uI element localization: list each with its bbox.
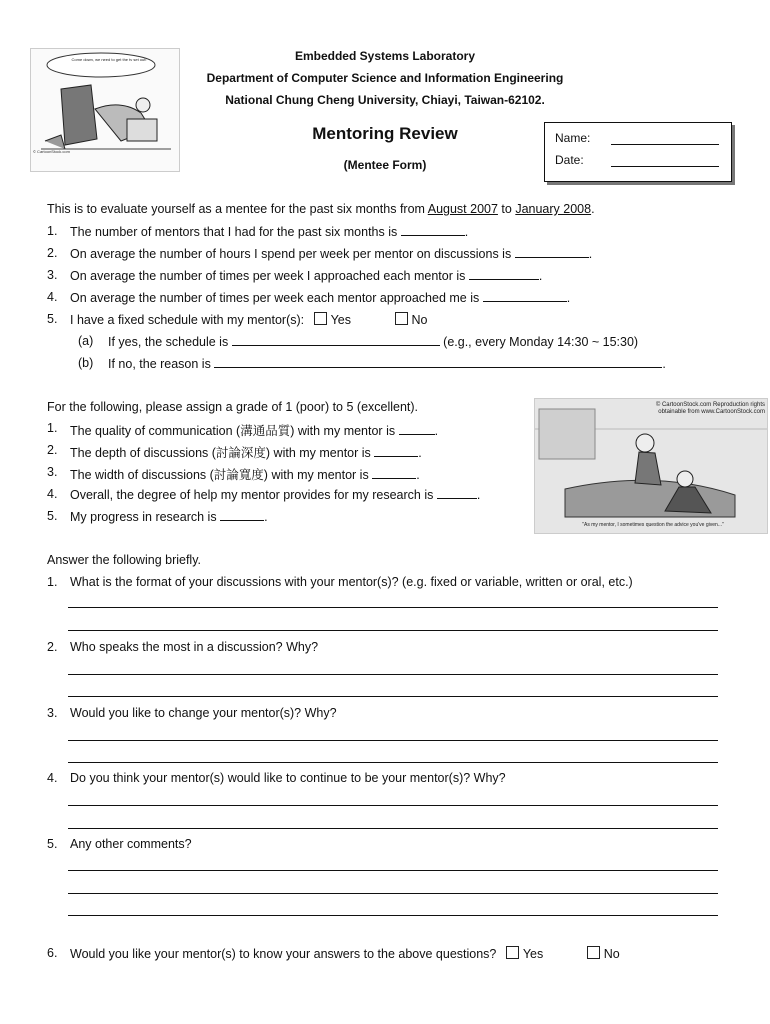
number: 1. [47,224,58,238]
page-subtitle: (Mentee Form) [343,158,427,172]
number: 3. [47,706,58,720]
sub-label-a: (a) [78,334,94,348]
period: . [538,269,543,283]
number: 2. [47,246,58,260]
number: 1. [47,575,58,589]
grade-research-progress [70,509,268,524]
question-text: The width of discussions (討論寬度) with my mentor is [70,468,369,482]
grade-blank[interactable] [374,445,418,457]
grade-discussion-width [70,465,420,483]
period: . [416,468,420,482]
question-text: If no, the reason is [108,357,211,371]
lab-name: Embedded Systems Laboratory [294,49,476,63]
answer-line[interactable] [68,696,718,697]
date-label: Date: [555,153,584,167]
number: 2. [47,443,58,457]
department-name: Department of Computer Science and Information Engineering [206,71,564,85]
question-text: Overall, the degree of help my mentor provides for my research is [70,488,434,502]
no-label: No [603,947,620,961]
cartoon-image-right [534,398,768,534]
period: . [588,247,593,261]
question-times-mentor-approached [70,290,570,305]
question-text: The quality of communication (溝通品質) with my mentor is [70,424,396,438]
share-no-checkbox[interactable] [587,946,600,959]
period: . [418,446,422,460]
sub-label-b: (b) [78,356,94,370]
question-who-speaks-most: Who speaks the most in a discussion? Why? [70,640,319,654]
page-title: Mentoring Review [312,124,458,143]
date-field[interactable] [611,166,719,167]
cartoon-drawing [535,399,767,533]
yes-label: Yes [522,947,544,961]
period: . [264,510,268,524]
number: 5. [47,312,58,326]
name-label: Name: [555,131,591,145]
intro-suffix: . [591,202,595,216]
answer-line[interactable] [68,870,718,871]
answer-line[interactable] [68,762,718,763]
schedule-no-checkbox[interactable] [395,312,408,325]
question-text: If yes, the schedule is [108,335,229,349]
brief-answers-intro: Answer the following briefly. [47,553,202,567]
schedule-blank[interactable] [232,334,440,346]
question-times-approached-mentor [70,268,542,283]
answer-blank[interactable] [469,268,539,280]
question-text: Would you like your mentor(s) to know your answers to the above questions? [70,947,497,961]
answer-line[interactable] [68,607,718,608]
question-text: On average the number of times per week each mentor approached me is [70,291,480,305]
answer-line[interactable] [68,674,718,675]
number: 5. [47,837,58,851]
number: 2. [47,640,58,654]
number: 3. [47,465,58,479]
intro-text [47,202,595,216]
schedule-details [108,334,638,349]
question-text: On average the number of times per week I approached each mentor is [70,269,466,283]
schedule-example: (e.g., every Monday 14:30 ~ 15:30) [443,335,639,349]
cartoon-credit: © CartoonStock.com Reproduction rights obtainable from www.CartoonStock.com [655,402,765,415]
question-discussion-format: What is the format of your discussions with your mentor(s)? (e.g. fixed or variable, written or oral, etc.) [70,575,633,589]
yes-label: Yes [330,313,352,327]
intro-from-date: August 2007 [427,202,498,216]
grading-intro: For the following, please assign a grade of 1 (poor) to 5 (excellent). [47,400,419,414]
name-field[interactable] [611,144,719,145]
number: 4. [47,487,58,501]
number: 3. [47,268,58,282]
no-label: No [411,313,428,327]
intro-prefix: This is to evaluate yourself as a mentee for the past six months from [47,202,428,216]
reason-details [108,356,666,371]
answer-line[interactable] [68,740,718,741]
question-mentor-count [70,224,468,239]
answer-blank[interactable] [515,246,589,258]
question-fixed-schedule [70,312,427,327]
question-hours-per-week [70,246,592,261]
question-change-mentor: Would you like to change your mentor(s)? Why? [70,706,337,720]
number: 6. [47,946,58,960]
period: . [464,225,469,239]
number: 4. [47,771,58,785]
intro-to-date: January 2008 [515,202,592,216]
intro-mid: to [497,202,516,216]
question-share-answers [70,946,620,961]
question-text: I have a fixed schedule with my mentor(s): [70,313,305,327]
reason-blank[interactable] [214,356,662,368]
period: . [566,291,571,305]
answer-line[interactable] [68,893,718,894]
question-text: The number of mentors that I had for the past six months is [70,225,398,239]
question-text: My progress in research is [70,510,217,524]
share-yes-checkbox[interactable] [506,946,519,959]
grade-blank[interactable] [372,467,416,479]
question-mentor-continue: Do you think your mentor(s) would like to continue to be your mentor(s)? Why? [70,771,506,785]
grade-overall-help [70,487,480,502]
schedule-yes-checkbox[interactable] [314,312,327,325]
period: . [476,488,481,502]
number: 4. [47,290,58,304]
grade-discussion-depth [70,443,422,461]
number: 5. [47,509,58,523]
answer-blank[interactable] [483,290,567,302]
cartoon-bubble-text: Come down, we need to get the tv set out! [71,57,147,62]
question-text: On average the number of hours I spend per week per mentor on discussions is [70,247,512,261]
period: . [434,424,439,438]
question-other-comments: Any other comments? [70,837,192,851]
answer-line[interactable] [68,915,718,916]
grade-blank[interactable] [220,509,264,521]
answer-line[interactable] [68,805,718,806]
grade-communication-quality [70,421,438,439]
period: . [662,357,666,371]
answer-blank[interactable] [401,224,465,236]
university-name: National Chung Cheng University, Chiayi, Taiwan-62102. [225,93,545,107]
cartoon-caption: "As my mentor, I sometimes question the advice you've given..." [582,522,724,528]
number: 1. [47,421,58,435]
grade-blank[interactable] [399,423,435,435]
grade-blank[interactable] [437,487,477,499]
question-text: The depth of discussions (討論深度) with my mentor is [70,446,371,460]
cartoon-credit: © CartoonStock.com [33,149,70,154]
answer-line[interactable] [68,828,718,829]
answer-line[interactable] [68,630,718,631]
cartoon-image-top-left [30,48,180,172]
name-date-box [544,122,732,182]
